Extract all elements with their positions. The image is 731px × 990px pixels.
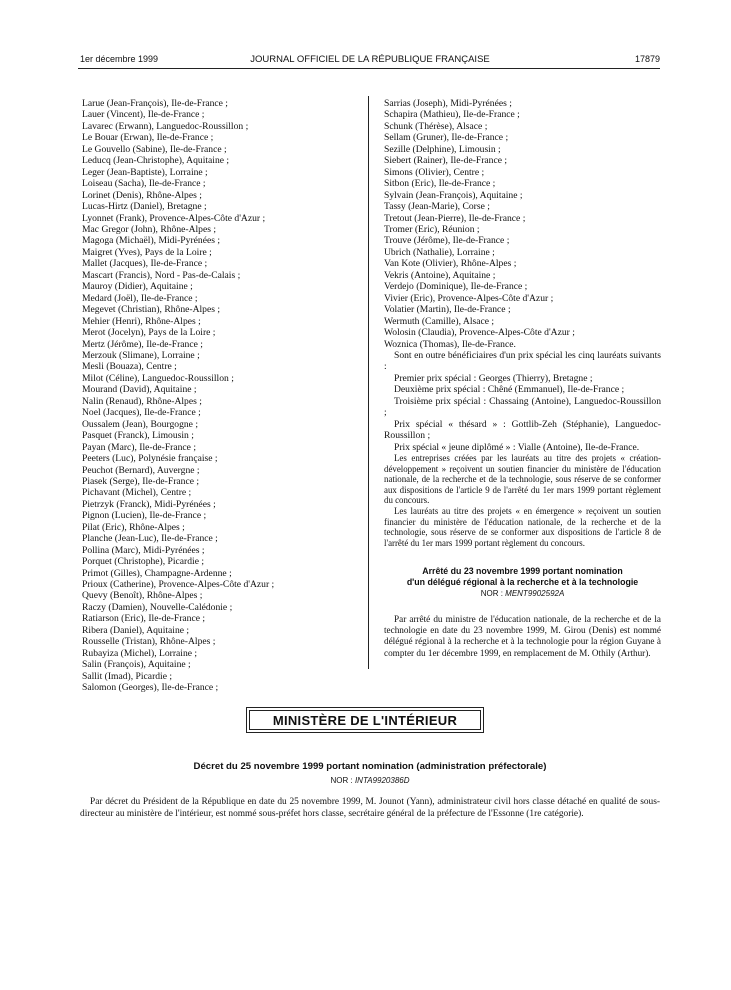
laureate-list-item: Schapira (Mathieu), Ile-de-France ;: [384, 109, 520, 121]
laureate-list-item: Tassy (Jean-Marie), Corse ;: [384, 201, 490, 213]
laureate-list-continued: [384, 98, 661, 350]
laureate-list-item: Tromer (Eric), Réunion ;: [384, 223, 480, 235]
ministry-heading-box: [246, 707, 484, 733]
laureate-list-item: Mourand (David), Aquitaine ;: [82, 384, 197, 396]
laureate-list-item: Pollina (Marc), Midi-Pyrénées ;: [82, 544, 205, 556]
arrete-title-line1: Arrêté du 23 novembre 1999 portant nomination: [422, 566, 623, 576]
laureate-list-item: Wolosin (Claudia), Provence-Alpes-Côte d'Azur ;: [384, 327, 575, 339]
laureate-list-item: Magoga (Michaël), Midi-Pyrénées ;: [82, 235, 221, 247]
laureate-list-item: Sallit (Imad), Picardie ;: [82, 670, 173, 682]
laureate-list-item: Maigret (Yves), Pays de la Loire ;: [82, 246, 212, 258]
laureate-list-item: Mertz (Jérôme), Ile-de-France ;: [82, 338, 203, 350]
laureate-list-item: Pietrzyk (Franck), Midi-Pyrénées ;: [82, 498, 216, 510]
laureate-list-item: Prioux (Catherine), Provence-Alpes-Côte d'Azur ;: [82, 579, 275, 591]
laureate-list-item: Schunk (Thérèse), Alsace ;: [384, 120, 488, 132]
laureate-list-item: Lavarec (Erwann), Languedoc-Roussillon ;: [82, 120, 249, 132]
laureate-list-item: Raczy (Damien), Nouvelle-Calédonie ;: [82, 601, 233, 613]
laureate-list-item: Ubrich (Nathalie), Lorraine ;: [384, 246, 495, 258]
left-column: [82, 98, 352, 694]
laureate-list-item: Larue (Jean-François), Ile-de-France ;: [82, 98, 228, 109]
laureate-list-item: Lucas-Hirtz (Daniel), Bretagne ;: [82, 201, 207, 213]
arrete-nor-code: MENT9902592A: [505, 589, 565, 598]
header-rule: [78, 68, 660, 69]
laureate-list-item: Verdejo (Dominique), Ile-de-France ;: [384, 281, 528, 293]
laureate-list-item: Le Bouar (Erwan), Ile-de-France ;: [82, 132, 214, 144]
prize-item: Prix spécial « thésard » : Gottlib-Zeh (Stéphanie), Languedoc-Roussillon ;: [384, 418, 661, 442]
laureate-list-item: Sitbon (Eric), Ile-de-France ;: [384, 178, 496, 190]
prizes-intro: Sont en outre bénéficiaires d'un prix spécial les cinq lauréats suivants :: [384, 349, 661, 373]
laureate-list-item: Medard (Joël), Ile-de-France ;: [82, 292, 198, 304]
prize-item: Troisième prix spécial : Chassaing (Antoine), Languedoc-Roussillon ;: [384, 395, 661, 419]
laureate-list-item: Leger (Jean-Baptiste), Lorraine ;: [82, 166, 208, 178]
laureate-list-item: Megevet (Christian), Rhône-Alpes ;: [82, 304, 221, 316]
laureate-list-item: Mallet (Jacques), Ile-de-France ;: [82, 258, 208, 270]
prizes-paragraph-creation: Les entreprises créées par les lauréats au titre des projets « création-développement » reçoivent un soutien financier du ministère de l'éducation nationale, de la recherche et de la technologie, sous réserve de se conformer aux dispositions de l'article 9 de l'arrêté du 1er mars 1999 portant règlement du concours.: [384, 453, 661, 506]
arrete-title-line2: d'un délégué régional à la recherche et à la technologie: [406, 576, 639, 587]
laureate-list-item: Merzouk (Slimane), Lorraine ;: [82, 349, 200, 361]
page-header: [80, 54, 660, 68]
decret-body: Par décret du Président de la République en date du 25 novembre 1999, M. Jounot (Yann), administrateur civil hors classe détaché en qualité de sous-directeur au ministère de l'intérieur, est nommé sous-préfet hors classe, secrétaire général de la préfecture de l'Essonne (1re catégorie).: [80, 797, 660, 819]
laureate-list-item: Sylvain (Jean-François), Aquitaine ;: [384, 189, 523, 201]
decret-title: Décret du 25 novembre 1999 portant nomination (administration préfectorale): [193, 761, 547, 772]
laureate-list-item: Wermuth (Camille), Alsace ;: [384, 315, 495, 327]
laureate-list-item: Rousselle (Tristan), Rhône-Alpes ;: [82, 636, 216, 648]
header-journal-title: JOURNAL OFFICIEL DE LA RÉPUBLIQUE FRANÇAISE: [250, 54, 490, 65]
laureate-list-item: Vekris (Antoine), Aquitaine ;: [384, 269, 496, 281]
column-divider: [368, 96, 369, 669]
laureate-list-item: Salin (François), Aquitaine ;: [82, 659, 191, 671]
laureate-list-item: Leducq (Jean-Christophe), Aquitaine ;: [82, 155, 230, 167]
laureate-list-item: Merot (Jocelyn), Pays de la Loire ;: [82, 327, 216, 339]
laureate-list-item: Salomon (Georges), Ile-de-France ;: [82, 682, 219, 694]
laureate-list-item: Vivier (Eric), Provence-Alpes-Côte d'Azur ;: [384, 292, 554, 304]
laureate-list-item: Ribera (Daniel), Aquitaine ;: [82, 624, 190, 636]
laureate-list-item: Mascart (Francis), Nord - Pas-de-Calais ;: [82, 269, 241, 281]
right-column: [384, 98, 661, 548]
prize-list: [384, 373, 661, 453]
laureate-list-item: Pignon (Lucien), Ile-de-France ;: [82, 510, 207, 522]
laureate-list-item: Van Kote (Olivier), Rhône-Alpes ;: [384, 258, 517, 270]
laureate-list-item: Oussalem (Jean), Bourgogne ;: [82, 418, 198, 430]
ministry-heading: MINISTÈRE DE L'INTÉRIEUR: [249, 710, 481, 730]
prize-item: Prix spécial « jeune diplômé » : Vialle (Antoine), Ile-de-France.: [394, 441, 640, 453]
laureate-list-item: Milot (Céline), Languedoc-Roussillon ;: [82, 372, 234, 384]
laureate-list-item: Nalin (Renaud), Rhône-Alpes ;: [82, 395, 202, 407]
arrete-title: [384, 566, 661, 600]
laureate-list-item: Quevy (Benoît), Rhône-Alpes ;: [82, 590, 203, 602]
laureate-list-item: Lauer (Vincent), Ile-de-France ;: [82, 109, 205, 121]
laureate-list-item: Mauroy (Didier), Aquitaine ;: [82, 281, 193, 293]
header-page-number: 17879: [634, 54, 660, 64]
arrete-nor-label: NOR :: [480, 589, 503, 598]
prize-item: Premier prix spécial : Georges (Thierry), Bretagne ;: [394, 372, 593, 384]
laureate-list-item: Pichavant (Michel), Centre ;: [82, 487, 192, 499]
laureate-list-item: Primot (Gilles), Champagne-Ardenne ;: [82, 567, 232, 579]
laureate-list-item: Porquet (Christophe), Picardie ;: [82, 556, 205, 568]
laureate-list-item: Noel (Jacques), Ile-de-France ;: [82, 407, 201, 419]
laureate-list-item: Mesli (Bouaza), Centre ;: [82, 361, 177, 373]
laureate-list-item: Tretout (Jean-Pierre), Ile-de-France ;: [384, 212, 526, 224]
prizes-paragraph-emergence: Les lauréats au titre des projets « en émergence » reçoivent un soutien financier du ministère de l'éducation nationale, de la recherche et de la technologie, sous réserve de se conformer aux dispositions de l'article 8 de l'arrêté du 1er mars 1999 portant règlement du concours.: [384, 506, 661, 548]
laureate-list-item: Trouve (Jérôme), Ile-de-France ;: [384, 235, 510, 247]
laureate-list-item: Siebert (Rainer), Ile-de-France ;: [384, 155, 508, 167]
laureate-list-item: Woznica (Thomas), Ile-de-France.: [384, 338, 516, 350]
laureate-list-item: Piasek (Serge), Ile-de-France ;: [82, 475, 200, 487]
laureate-list-item: Lyonnet (Frank), Provence-Alpes-Côte d'Azur ;: [82, 212, 266, 224]
laureate-list-item: Pasquet (Franck), Limousin ;: [82, 430, 194, 442]
laureate-list-item: Volatier (Martin), Ile-de-France ;: [384, 304, 511, 316]
decret-nor-code: INTA9920386D: [354, 776, 410, 785]
arrete-body: Par arrêté du ministre de l'éducation nationale, de la recherche et de la technologie en date du 23 novembre 1999, M. Girou (Denis) est nommé délégué régional à la recherche et à la technologie pour la région Guyane à compter du 1er décembre 1999, en remplacement de M. Othily (Arthur).: [384, 614, 661, 658]
laureate-list-item: Peeters (Luc), Polynésie française ;: [82, 453, 218, 465]
decret-nor-label: NOR :: [330, 776, 353, 785]
laureate-list-item: Pilat (Eric), Rhône-Alpes ;: [82, 521, 185, 533]
header-date: 1er décembre 1999: [80, 54, 159, 64]
laureate-list-item: Planche (Jean-Luc), Ile-de-France ;: [82, 533, 218, 545]
laureate-list-item: Sellam (Gruner), Ile-de-France ;: [384, 132, 509, 144]
arrete-nor: [384, 589, 661, 600]
laureate-list-item: Simons (Olivier), Centre ;: [384, 166, 485, 178]
laureate-list-item: Lorinet (Denis), Rhône-Alpes ;: [82, 189, 202, 201]
decret-nor: [80, 776, 660, 785]
prize-item: Deuxième prix spécial : Chêné (Emmanuel), Ile-de-France ;: [394, 384, 625, 396]
laureate-list-item: Mac Gregor (John), Rhône-Alpes ;: [82, 223, 217, 235]
laureate-list-item: Mehier (Henri), Rhône-Alpes ;: [82, 315, 201, 327]
laureate-list-item: Loiseau (Sacha), Ile-de-France ;: [82, 178, 206, 190]
laureate-list-item: Sarrias (Joseph), Midi-Pyrénées ;: [384, 98, 512, 109]
laureate-list-item: Peuchot (Bernard), Auvergne ;: [82, 464, 200, 476]
laureate-list-item: Le Gouvello (Sabine), Ile-de-France ;: [82, 143, 227, 155]
laureate-list-item: Rubayiza (Michel), Lorraine ;: [82, 647, 198, 659]
laureate-list-item: Sezille (Delphine), Limousin ;: [384, 143, 501, 155]
laureate-list-item: Payan (Marc), Ile-de-France ;: [82, 441, 197, 453]
laureate-list-item: Ratiarson (Eric), Ile-de-France ;: [82, 613, 206, 625]
